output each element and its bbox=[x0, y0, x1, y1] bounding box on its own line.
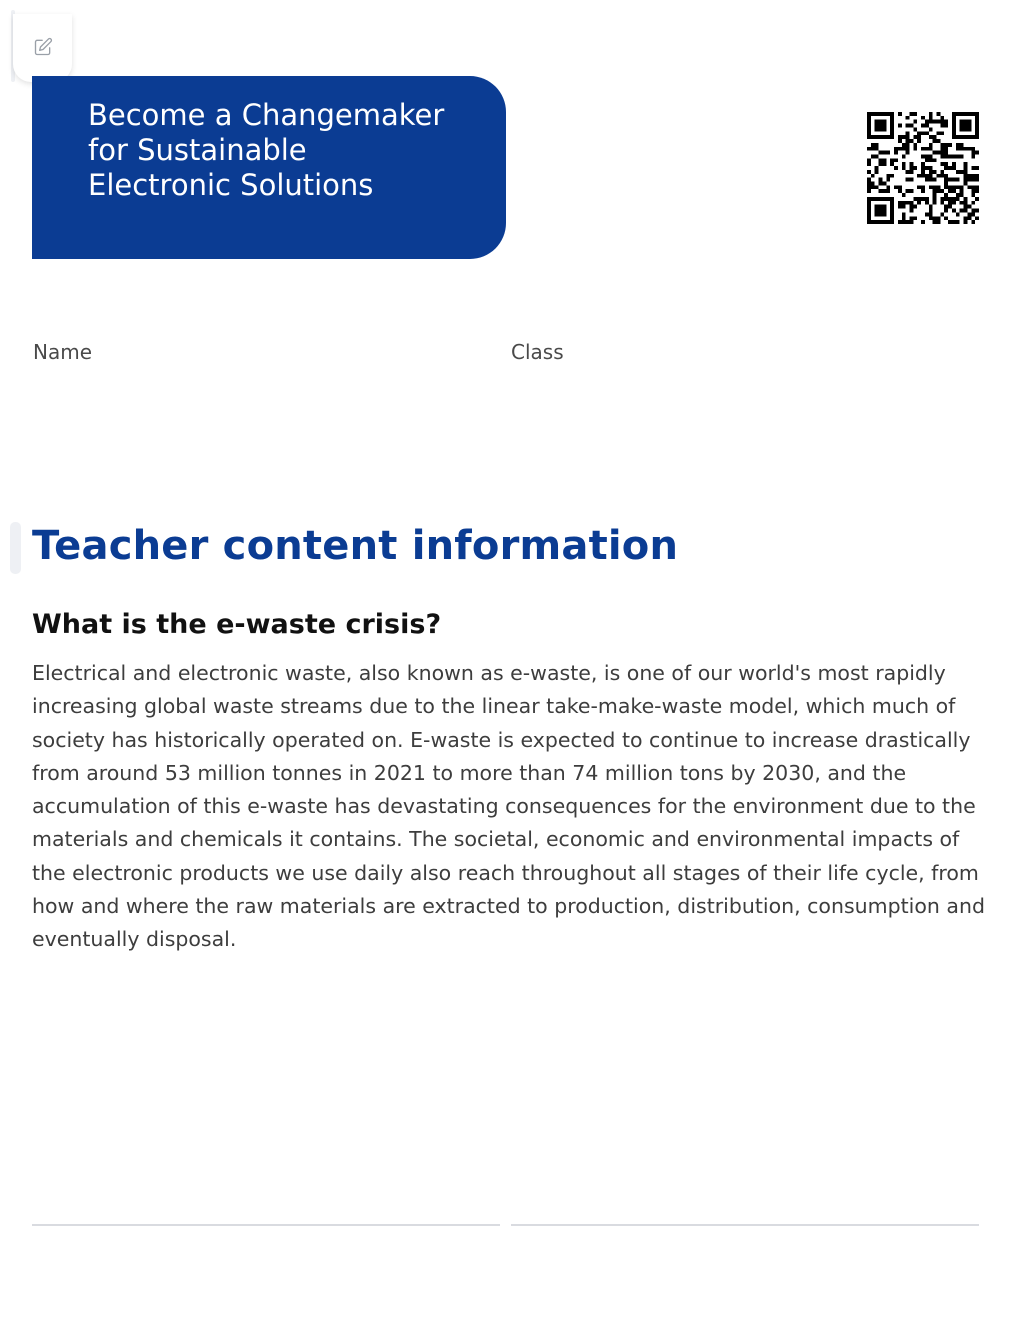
pencil-square-icon bbox=[33, 37, 53, 57]
section-heading: Teacher content information bbox=[32, 523, 679, 569]
section-marker bbox=[10, 522, 21, 574]
qr-code-icon bbox=[867, 112, 979, 224]
edit-button[interactable] bbox=[13, 14, 72, 82]
class-input-line[interactable] bbox=[511, 1224, 979, 1226]
name-input-line[interactable] bbox=[32, 1224, 500, 1226]
page-title: Become a Changemaker for Sustainable Electronic Solutions bbox=[88, 98, 445, 202]
sub-heading: What is the e-waste crisis? bbox=[32, 609, 442, 640]
class-label: Class bbox=[511, 340, 564, 364]
name-label: Name bbox=[33, 340, 93, 364]
body-paragraph: Electrical and electronic waste, also known as e-waste, is one of our world's most rapidly increasing global waste streams due to the linear take-make-waste model, which much of society has historically operated on. E-waste is expected to continue to increase drastically from around 53 million tonnes in 2021 to more than 74 million tons by 2030, and the accumulation of this e-waste has devastating consequences for the environment due to the materials and chemicals it contains. The societal, economic and environmental impacts of the electronic products we use daily also reach throughout all stages of their life cycle, from how and where the raw materials are extracted to production, distribution, consumption and eventually disposal. bbox=[32, 661, 985, 952]
title-banner bbox=[32, 76, 506, 259]
